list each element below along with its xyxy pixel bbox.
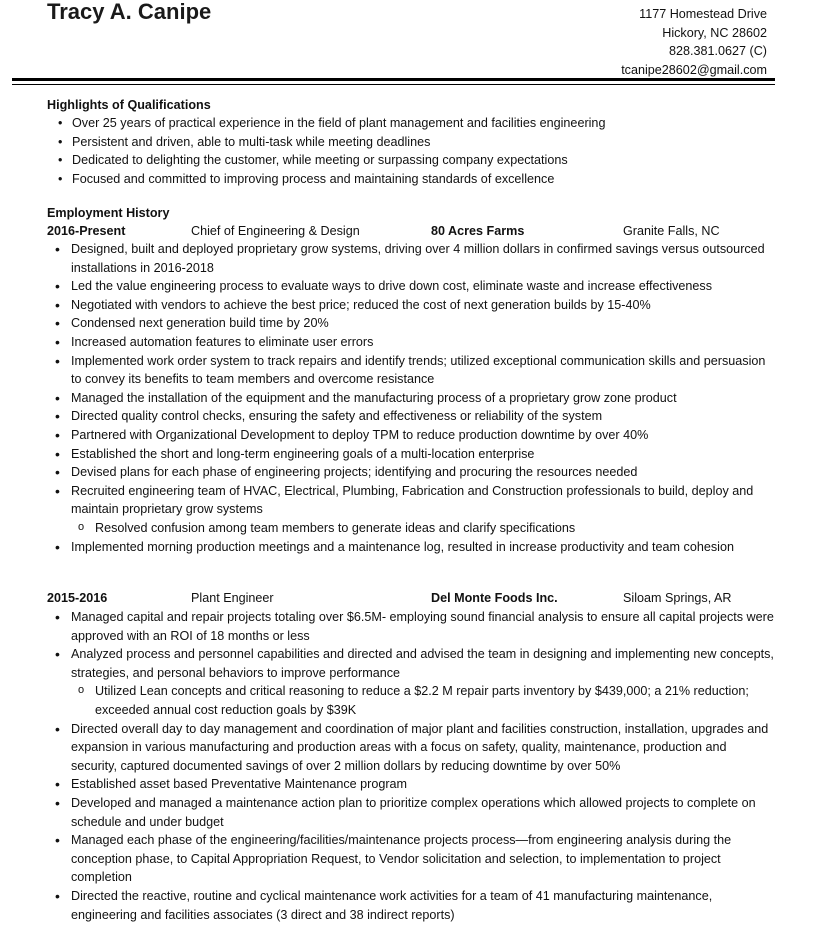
list-item: • Managed each phase of the engineering/facilities/maintenance projects process—from engineering analysis during the conception phase, to Capital Appropriation Request, to Vendor solicitation and selection, to implementation to project completion [53, 831, 775, 887]
list-item: • Established the short and long-term engineering goals of a multi-location enterprise [53, 445, 775, 464]
header-rule-thick [12, 78, 775, 81]
job-2-bullets [53, 608, 775, 924]
list-item: • Focused and committed to improving process and maintaining standards of excellence [58, 170, 758, 189]
sub-list [71, 682, 775, 719]
job-company: 80 Acres Farms [431, 224, 525, 238]
phone: 828.381.0627 (C) [668, 44, 767, 58]
list-item: • Directed the reactive, routine and cyclical maintenance work activities for a team of 41 manufacturing maintenance, engineering and facilities associates (3 direct and 38 indirect reports) [53, 887, 775, 924]
job-title: Plant Engineer [191, 591, 274, 605]
email: tcanipe28602@gmail.com [621, 62, 767, 77]
list-item: • Led the value engineering process to evaluate ways to drive down cost, eliminate waste and increase effectiveness [53, 277, 775, 296]
job-header-2 [47, 589, 747, 608]
job-1-bullets [53, 240, 775, 556]
list-item-with-sub [53, 645, 775, 719]
list-item: • Developed and managed a maintenance action plan to prioritize complex operations which allowed projects to complete on schedule and under budget [53, 794, 775, 831]
list-item-text: Recruited engineering team of HVAC, Electrical, Plumbing, Fabrication and Construction professionals to build, deploy and maintain proprietary grow systems [71, 483, 754, 517]
job-company: Del Monte Foods Inc. [431, 591, 558, 605]
list-item: • Directed quality control checks, ensuring the safety and effectiveness or reliability of the system [53, 407, 775, 426]
list-item: • Implemented work order system to track repairs and identify trends; utilized exceptional communication skills and persuasion to convey its benefits to team members and overcome resistance [53, 352, 775, 389]
list-item: • Implemented morning production meetings and a maintenance log, resulted in increase productivity and team cohesion [53, 538, 775, 557]
list-item: • Designed, built and deployed proprietary grow systems, driving over 4 million dollars in confirmed savings versus outsourced installations in 2016-2018 [53, 240, 775, 277]
list-item: • Devised plans for each phase of engineering projects; identifying and procuring the resources needed [53, 463, 775, 482]
list-item: • Managed the installation of the equipment and the manufacturing process of a proprietary grow zone product [53, 389, 775, 408]
sub-list [71, 519, 775, 538]
list-item: • Increased automation features to eliminate user errors [53, 333, 775, 352]
job-title: Chief of Engineering & Design [191, 224, 360, 238]
address-line-2: Hickory, NC 28602 [662, 25, 767, 40]
list-item: • Managed capital and repair projects totaling over $6.5M- employing sound financial analysis to ensure all capital projects were approved with an ROI of 18 months or less [53, 608, 775, 645]
address-line-1: 1177 Homestead Drive [639, 7, 767, 21]
candidate-name: Tracy A. Canipe [47, 0, 212, 24]
list-item: • Condensed next generation build time by 20% [53, 314, 775, 333]
sub-list-item: o Resolved confusion among team members to generate ideas and clarify specifications [71, 519, 775, 538]
job-dates: 2016-Present [47, 224, 126, 238]
highlights-heading: Highlights of Qualifications [47, 98, 211, 112]
job-location: Siloam Springs, AR [623, 591, 732, 605]
job-location: Granite Falls, NC [623, 224, 720, 238]
list-item-with-sub [53, 482, 775, 538]
sub-list-item: o Utilized Lean concepts and critical reasoning to reduce a $2.2 M repair parts inventory by $439,000; a 21% reduction; exceeded annual cost reduction goals by $39K [71, 682, 775, 719]
list-item-text: Analyzed process and personnel capabilities and directed and advised the team in designing and implementing new concepts, strategies, and personal behaviors to improve performance [71, 647, 774, 680]
contact-block [621, 5, 767, 79]
employment-heading: Employment History [47, 206, 170, 220]
list-item: • Dedicated to delighting the customer, while meeting or surpassing company expectations [58, 151, 758, 170]
job-dates: 2015-2016 [47, 591, 108, 605]
list-item: • Negotiated with vendors to achieve the best price; reduced the cost of next generation builds by 15-40% [53, 296, 775, 315]
highlights-list [58, 114, 758, 188]
list-item: • Over 25 years of practical experience in the field of plant management and facilities engineering [58, 114, 758, 133]
list-item: • Partnered with Organizational Development to deploy TPM to reduce production downtime by over 40% [53, 426, 775, 445]
list-item: • Directed overall day to day management and coordination of major plant and facilities construction, installation, upgrades and expansion in various manufacturing and production areas with a focus on safety, quality, maintenance, production and security, captured documented savings of over 2 million dollars by reducing downtime by over 50% [53, 720, 775, 776]
job-header-1 [47, 222, 747, 241]
list-item: • Established asset based Preventative Maintenance program [53, 775, 775, 794]
list-item: • Persistent and driven, able to multi-task while meeting deadlines [58, 133, 758, 152]
header-rule-thin [12, 84, 775, 85]
